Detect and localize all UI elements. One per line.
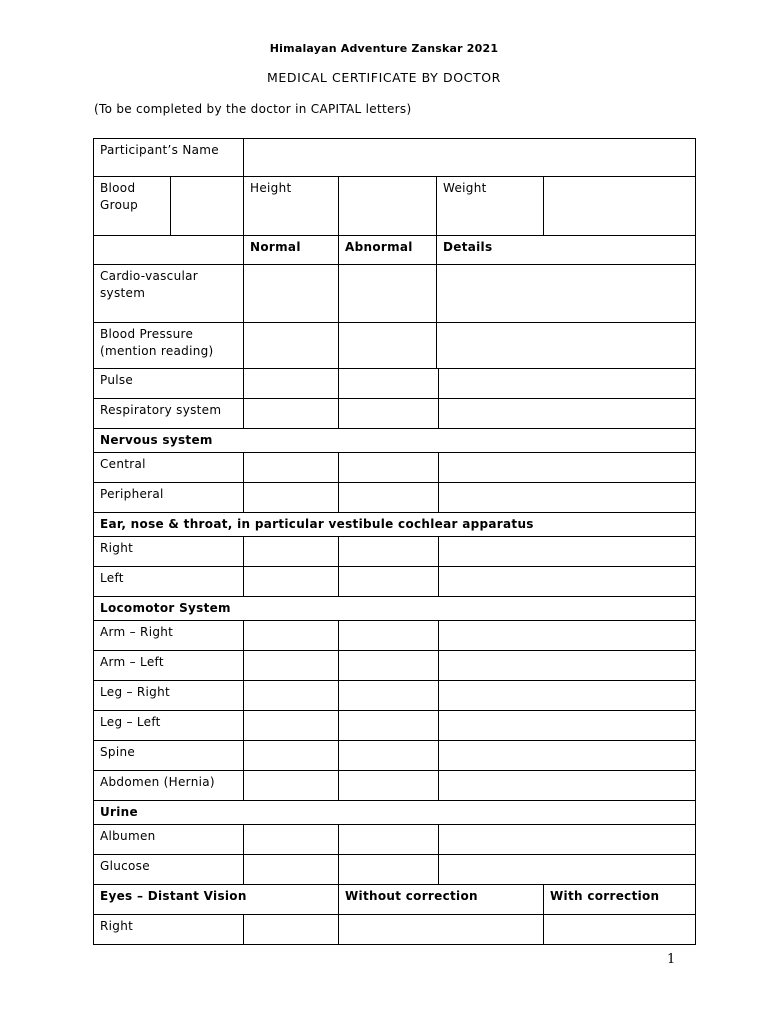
header-blank: [94, 236, 244, 265]
abdomen-label: Abdomen (Hernia): [94, 771, 244, 801]
glucose-abnormal-field[interactable]: [339, 855, 439, 885]
ent-left-details-field[interactable]: [439, 567, 696, 597]
leg-left-normal-field[interactable]: [244, 711, 339, 741]
spine-details-field[interactable]: [439, 741, 696, 771]
peripheral-details-field[interactable]: [439, 483, 696, 513]
respiratory-abnormal-field[interactable]: [339, 399, 439, 429]
glucose-label: Glucose: [94, 855, 244, 885]
row-ent-right: [94, 537, 696, 567]
ent-right-label: Right: [94, 537, 244, 567]
bp-label-line1: Blood Pressure: [100, 327, 194, 341]
cardio-label-line2: system: [100, 286, 146, 300]
spine-abnormal-field[interactable]: [339, 741, 439, 771]
bp-abnormal-field[interactable]: [339, 323, 437, 369]
arm-right-abnormal-field[interactable]: [339, 621, 439, 651]
organization-title: Himalayan Adventure Zanskar 2021: [269, 42, 499, 55]
central-normal-field[interactable]: [244, 453, 339, 483]
row-nervous-peripheral: [94, 483, 696, 513]
respiratory-details-field[interactable]: [439, 399, 696, 429]
central-abnormal-field[interactable]: [339, 453, 439, 483]
section-nervous-system: Nervous system: [94, 429, 696, 453]
arm-right-label: Arm – Right: [94, 621, 244, 651]
weight-field[interactable]: [544, 177, 696, 236]
peripheral-normal-field[interactable]: [244, 483, 339, 513]
leg-right-normal-field[interactable]: [244, 681, 339, 711]
ent-left-label: Left: [94, 567, 244, 597]
height-label: Height: [244, 177, 339, 236]
eyes-right-label: Right: [94, 915, 244, 945]
arm-left-details-field[interactable]: [439, 651, 696, 681]
albumen-label: Albumen: [94, 825, 244, 855]
row-eyes-right: [94, 915, 696, 945]
cardio-normal-field[interactable]: [244, 265, 339, 323]
abdomen-normal-field[interactable]: [244, 771, 339, 801]
row-blood-pressure: [94, 323, 696, 369]
row-leg-left: [94, 711, 696, 741]
row-participant-name: [94, 139, 696, 177]
col-header-abnormal: Abnormal: [339, 236, 437, 265]
cardio-label: [94, 265, 244, 323]
bp-label: [94, 323, 244, 369]
pulse-normal-field[interactable]: [244, 369, 339, 399]
row-respiratory: [94, 399, 696, 429]
albumen-normal-field[interactable]: [244, 825, 339, 855]
row-spine: [94, 741, 696, 771]
leg-right-abnormal-field[interactable]: [339, 681, 439, 711]
arm-right-normal-field[interactable]: [244, 621, 339, 651]
row-arm-left: [94, 651, 696, 681]
leg-left-details-field[interactable]: [439, 711, 696, 741]
col-header-normal: Normal: [244, 236, 339, 265]
row-column-headers: [94, 236, 696, 265]
respiratory-label: Respiratory system: [94, 399, 244, 429]
participant-name-label: Participant’s Name: [94, 139, 244, 177]
glucose-normal-field[interactable]: [244, 855, 339, 885]
row-section-locomotor: [94, 597, 696, 621]
albumen-details-field[interactable]: [439, 825, 696, 855]
col-header-details: Details: [437, 236, 696, 265]
arm-left-label: Arm – Left: [94, 651, 244, 681]
without-correction-header: Without correction: [339, 885, 544, 915]
pulse-abnormal-field[interactable]: [339, 369, 439, 399]
pulse-label: Pulse: [94, 369, 244, 399]
instruction-text: (To be completed by the doctor in CAPITAL letters): [94, 102, 412, 116]
row-blood-group: [94, 177, 696, 236]
blood-group-label-line1: Blood: [100, 181, 136, 195]
blood-group-label: [94, 177, 171, 236]
bp-details-field[interactable]: [437, 323, 696, 369]
eyes-distant-vision-label: Eyes – Distant Vision: [94, 885, 339, 915]
arm-left-normal-field[interactable]: [244, 651, 339, 681]
row-pulse: [94, 369, 696, 399]
ent-right-details-field[interactable]: [439, 537, 696, 567]
arm-right-details-field[interactable]: [439, 621, 696, 651]
spine-label: Spine: [94, 741, 244, 771]
spine-normal-field[interactable]: [244, 741, 339, 771]
weight-label: Weight: [437, 177, 544, 236]
bp-normal-field[interactable]: [244, 323, 339, 369]
row-eyes-header: [94, 885, 696, 915]
respiratory-normal-field[interactable]: [244, 399, 339, 429]
eyes-right-without-correction-field[interactable]: [339, 915, 544, 945]
central-label: Central: [94, 453, 244, 483]
leg-left-label: Leg – Left: [94, 711, 244, 741]
height-field[interactable]: [339, 177, 437, 236]
row-albumen: [94, 825, 696, 855]
section-locomotor-system: Locomotor System: [94, 597, 696, 621]
leg-right-details-field[interactable]: [439, 681, 696, 711]
ent-left-abnormal-field[interactable]: [339, 567, 439, 597]
page-number: 1: [667, 952, 676, 967]
cardio-details-field[interactable]: [437, 265, 696, 323]
bp-label-line2: (mention reading): [100, 344, 214, 358]
row-arm-right: [94, 621, 696, 651]
peripheral-label: Peripheral: [94, 483, 244, 513]
blood-group-label-line2: Group: [100, 198, 139, 212]
cardio-abnormal-field[interactable]: [339, 265, 437, 323]
section-urine: Urine: [94, 801, 696, 825]
row-glucose: [94, 855, 696, 885]
central-details-field[interactable]: [439, 453, 696, 483]
albumen-abnormal-field[interactable]: [339, 825, 439, 855]
abdomen-abnormal-field[interactable]: [339, 771, 439, 801]
pulse-details-field[interactable]: [439, 369, 696, 399]
row-abdomen: [94, 771, 696, 801]
row-section-ent: [94, 513, 696, 537]
medical-form-table: [93, 138, 696, 945]
certificate-title: MEDICAL CERTIFICATE BY DOCTOR: [267, 70, 501, 85]
row-section-nervous: [94, 429, 696, 453]
cardio-label-line1: Cardio-vascular: [100, 269, 199, 283]
row-leg-right: [94, 681, 696, 711]
ent-left-normal-field[interactable]: [244, 567, 339, 597]
participant-name-field[interactable]: [244, 139, 696, 177]
leg-left-abnormal-field[interactable]: [339, 711, 439, 741]
ent-right-normal-field[interactable]: [244, 537, 339, 567]
abdomen-details-field[interactable]: [439, 771, 696, 801]
eyes-right-with-correction-field[interactable]: [544, 915, 696, 945]
ent-right-abnormal-field[interactable]: [339, 537, 439, 567]
blood-group-field[interactable]: [171, 177, 244, 236]
row-section-urine: [94, 801, 696, 825]
row-nervous-central: [94, 453, 696, 483]
section-ent: Ear, nose & throat, in particular vestibule cochlear apparatus: [94, 513, 696, 537]
arm-left-abnormal-field[interactable]: [339, 651, 439, 681]
eyes-right-blank-field[interactable]: [244, 915, 339, 945]
row-cardio-vascular: [94, 265, 696, 323]
row-ent-left: [94, 567, 696, 597]
with-correction-header: With correction: [544, 885, 696, 915]
glucose-details-field[interactable]: [439, 855, 696, 885]
leg-right-label: Leg – Right: [94, 681, 244, 711]
peripheral-abnormal-field[interactable]: [339, 483, 439, 513]
